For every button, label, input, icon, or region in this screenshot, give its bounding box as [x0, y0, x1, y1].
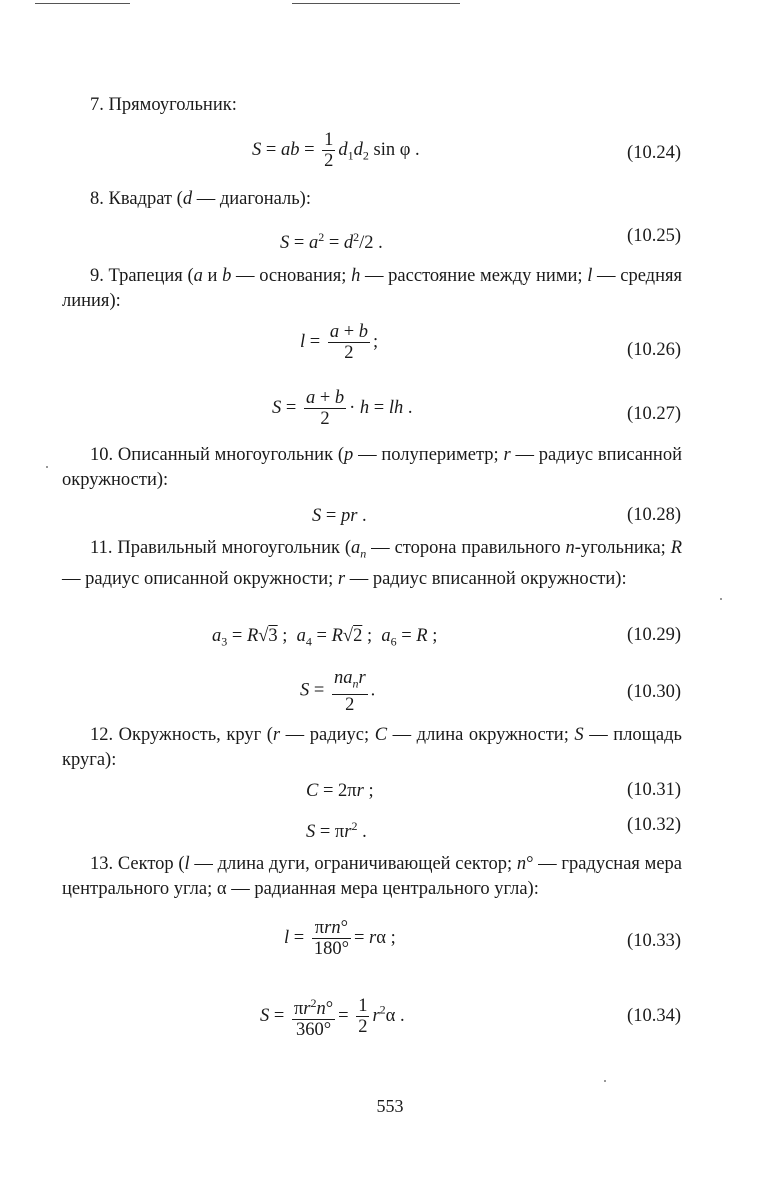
scan-speck [46, 466, 48, 468]
item-13-text: 13. Сектор (l — длина дуги, ограничивающей сектор; n° — градусная мера центрального угла; α — радианная мера центрального угла): [62, 854, 682, 899]
eq-number: (10.31) [627, 780, 681, 800]
formula-sector-arc-length: l = $\frac{\text{πrn°}}{180^\circ}$ = rα ; [284, 918, 396, 959]
eq-number: (10.33) [627, 931, 681, 951]
eq-number: (10.25) [627, 226, 681, 246]
formula-circumscribed-polygon-area: S = pr . [312, 506, 367, 526]
formula-square-area: $S = a^2 = d^2/2$ . [280, 230, 383, 254]
scan-mark [35, 3, 130, 4]
formula-trapezoid-midline: l = $\frac{a + b}{2}$ ; [300, 322, 379, 363]
eq-number: (10.30) [627, 682, 681, 702]
page-number: 553 [376, 1096, 404, 1116]
formula-circumference: C = 2πr ; [306, 781, 374, 801]
item-7-text: 7. Прямоугольник: [90, 95, 237, 115]
formula-circle-area: $S = \pi r^2$ . [306, 819, 367, 843]
eq-number: (10.28) [627, 505, 681, 525]
eq-number: (10.27) [627, 404, 681, 424]
item-10-text: 10. Описанный многоугольник (p — полупериметр; r — радиус вписанной окружности): [62, 445, 682, 490]
formula-rectangle-area: S = ab = $\frac{1}{2}$ $d_1d_2$ sin φ . [252, 130, 420, 171]
scan-mark [292, 3, 460, 4]
scan-speck [604, 1080, 606, 1082]
eq-number: (10.29) [627, 625, 681, 645]
item-8-text: 8. Квадрат (d — диагональ): [90, 189, 311, 209]
formula-regular-polygon-sides: $a_3 = R√3$ ; $a_4 = R√2$ ; $a_6 = R$ ; [212, 626, 438, 649]
item-11-text: 11. Правильный многоугольник ($a_n$ — сторона правильного n-угольника; R — радиус описанной окружности; r — радиус вписанной окружности): [62, 538, 683, 589]
item-9-text: 9. Трапеция (a и b — основания; h — расстояние между ними; l — средняя линия): [62, 266, 682, 311]
eq-number: (10.24) [627, 143, 681, 163]
eq-number: (10.34) [627, 1006, 681, 1026]
eq-number: (10.26) [627, 340, 681, 360]
formula-trapezoid-area: S = $\frac{a + b}{2}$ · h = lh . [272, 388, 413, 429]
formula-sector-area: S = $\frac{\pi r^2n^\circ}{360^\circ}$ = $\frac{1}{2}$ $r^2\alpha$ . [260, 993, 405, 1040]
formula-regular-polygon-area: S = $\frac{na_nr}{2}$ . [300, 668, 376, 715]
item-12-text: 12. Окружность, круг (r — радиус; C — длина окружности; S — площадь круга): [62, 725, 682, 770]
scan-speck [720, 598, 722, 600]
eq-number: (10.32) [627, 815, 681, 835]
